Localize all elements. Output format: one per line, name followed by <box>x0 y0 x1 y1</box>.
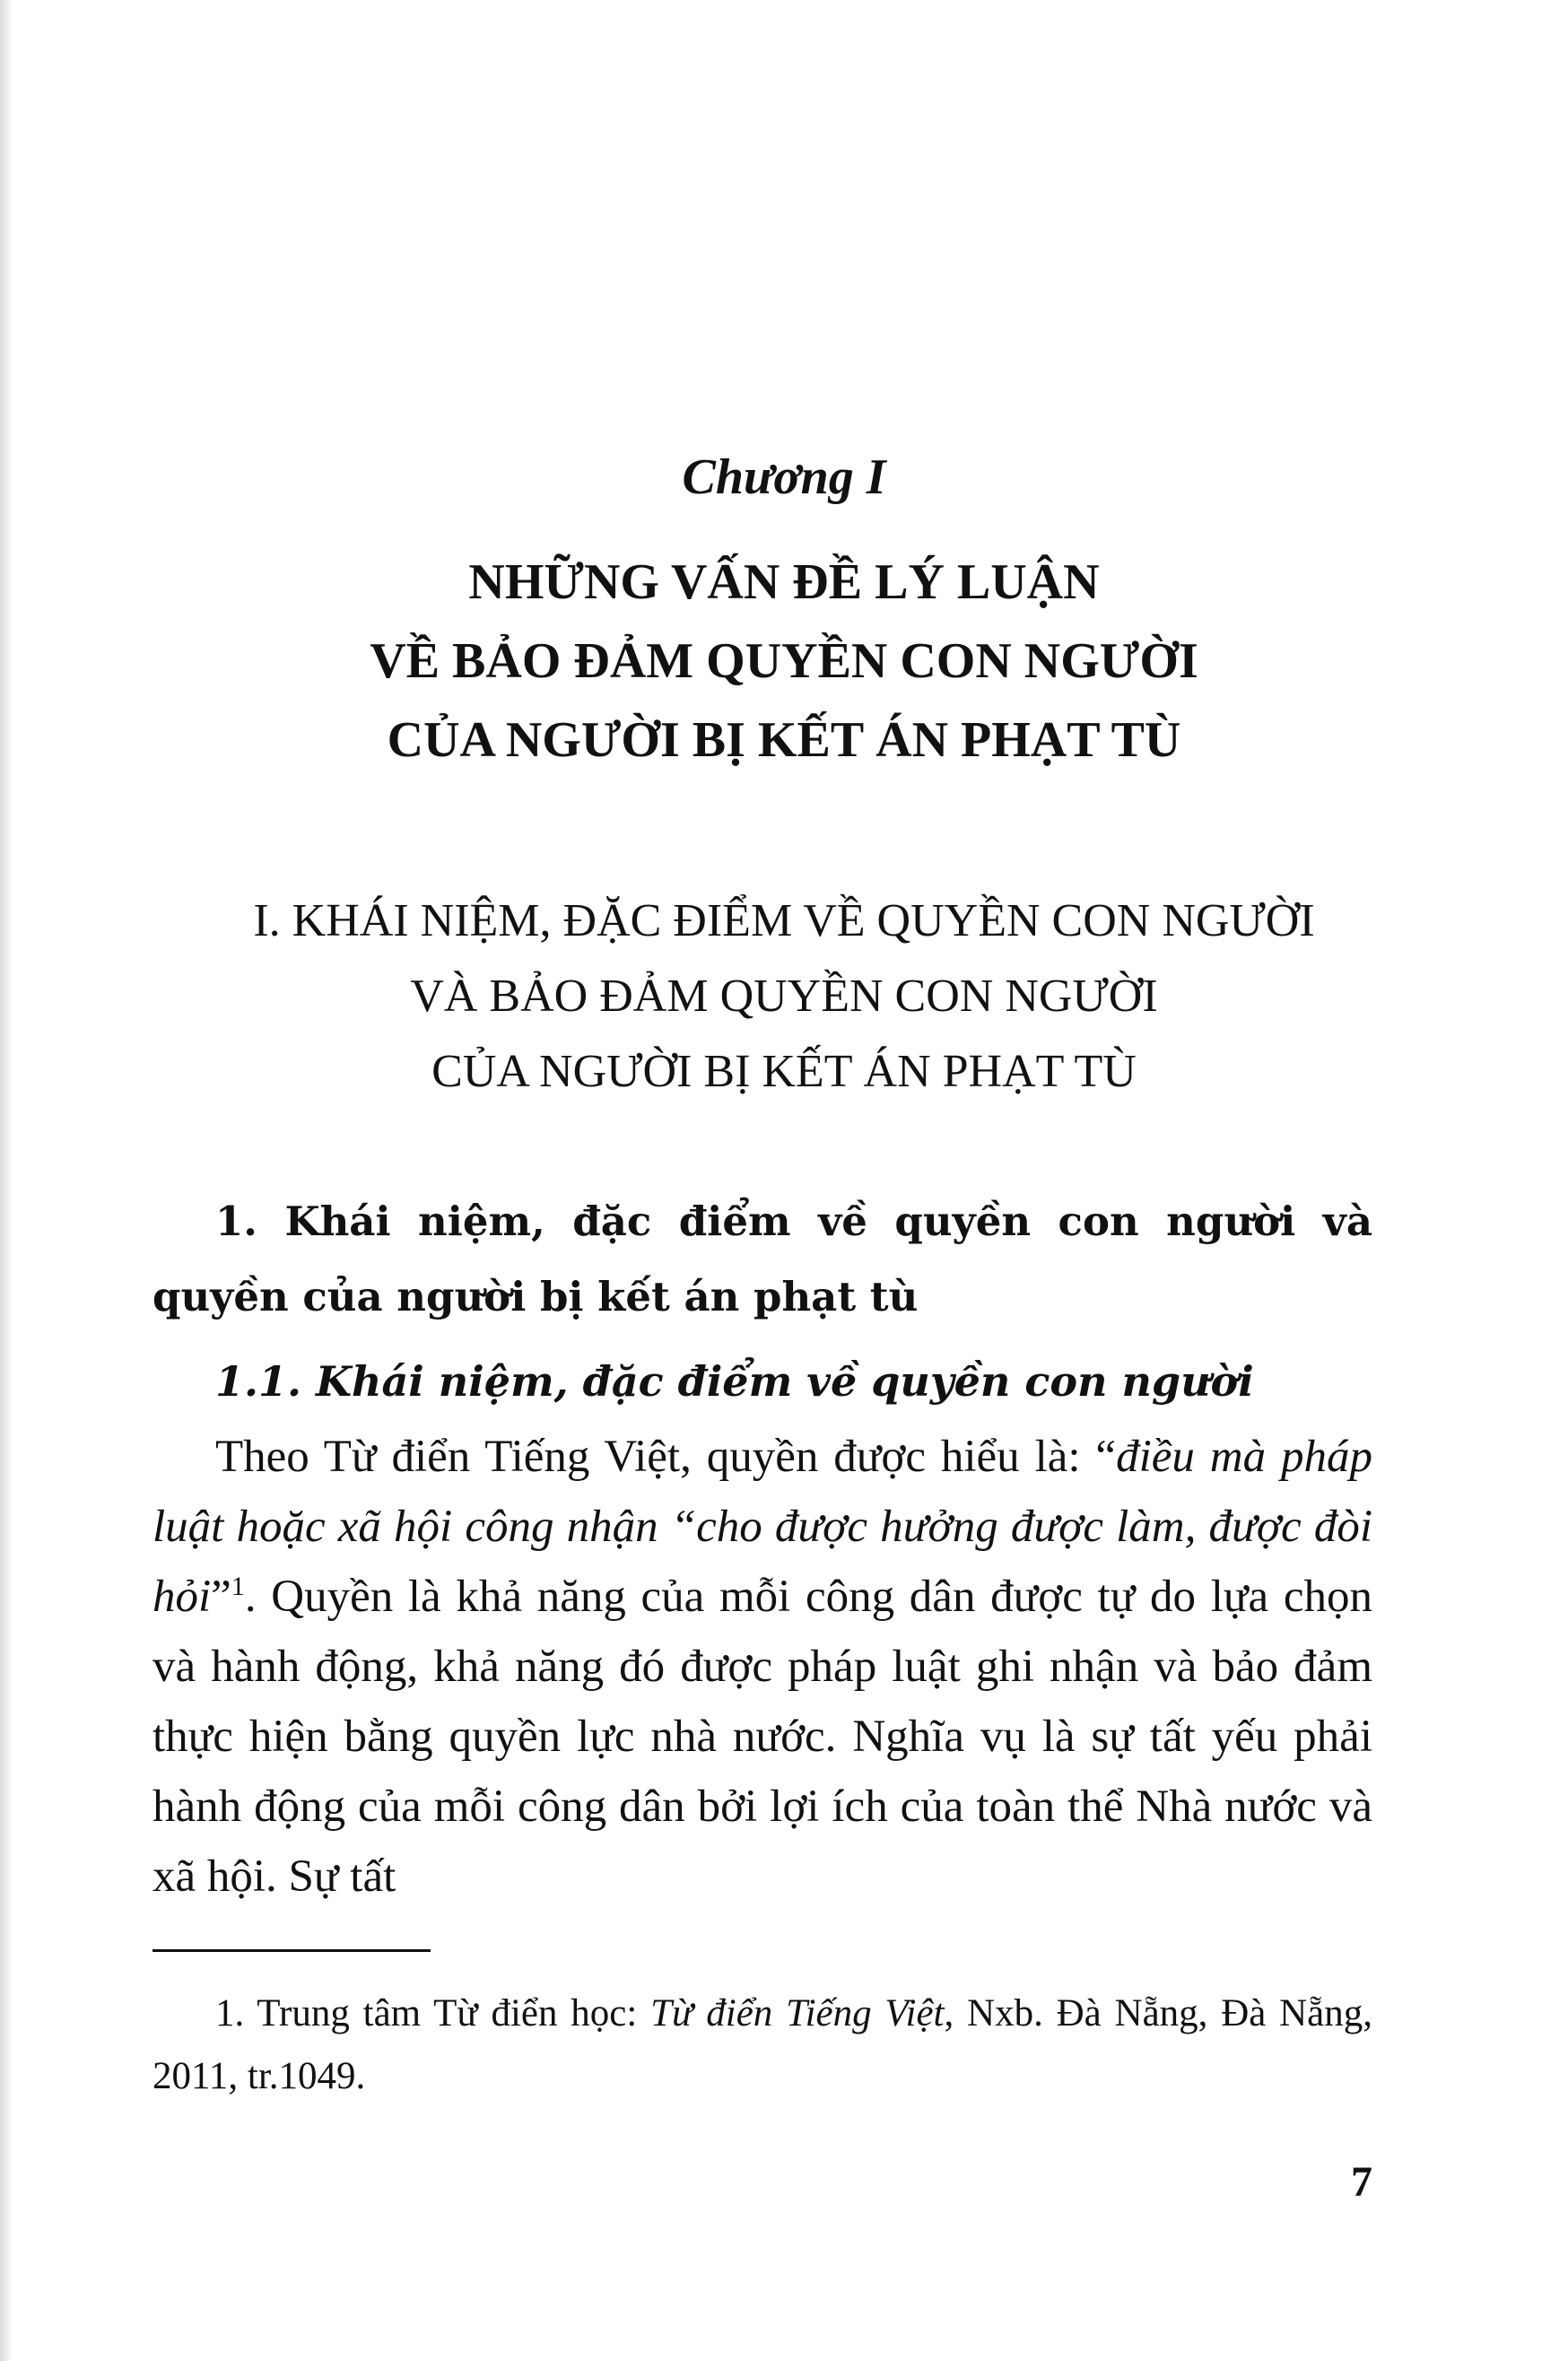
section-title-line: CỦA NGƯỜI BỊ KẾT ÁN PHẠT TÙ <box>431 1046 1137 1097</box>
page-number: 7 <box>1351 2158 1372 2206</box>
subsection-title <box>152 1184 1372 1335</box>
section-title-line: VÀ BẢO ĐẢM QUYỀN CON NGƯỜI <box>410 971 1158 1022</box>
subsubsection-title: 1.1. Khái niệm, đặc điểm về quyền con người <box>215 1357 1254 1406</box>
chapter-title-line: CỦA NGƯỜI BỊ KẾT ÁN PHẠT TÙ <box>387 712 1181 768</box>
body-text-part: . Quyền là khả năng của mỗi công dân được tự do lựa chọn và hành động, khả năng đó được pháp luật ghi nhận và bảo đảm thực hiện bằng quyền lực nhà nước. Nghĩa vụ là sự tất yếu phải hành động của mỗi công dân bởi lợi ích của toàn thể Nhà nước và xã hội. Sự tất <box>152 1572 1372 1902</box>
chapter-label: Chương I <box>682 449 886 505</box>
footnote-rest: , Nxb. Đà Nẵng, Đà Nẵng, 2011, tr.1049. <box>152 1992 1373 2097</box>
chapter-title-line: NHỮNG VẤN ĐỀ LÝ LUẬN <box>468 554 1100 610</box>
footnote-author: Trung tâm Từ điển học: <box>257 1992 638 2034</box>
footnote-title: Từ điển Tiếng Việt <box>650 1992 945 2034</box>
page-edge-shadow <box>0 0 13 2361</box>
footnote-reference: 1 <box>231 1572 245 1601</box>
section-title <box>0 884 1568 1110</box>
subsection-title-text: 1. Khái niệm, đặc điểm về quyền con người và quyền của người bị kết án phạt tù <box>152 1198 1372 1320</box>
footnote-number: 1. <box>215 1992 245 2034</box>
body-text-part: ” <box>211 1572 231 1622</box>
footnote-divider <box>152 1949 431 1952</box>
body-quote-italic: điều mà pháp luật hoặc xã hội công nhận “cho được hưởng được làm, được đòi hỏi <box>152 1432 1372 1622</box>
chapter-title <box>0 543 1568 780</box>
body-text-part: Theo Từ điển Tiếng Việt, quyền được hiểu là: “ <box>215 1432 1117 1482</box>
footnote <box>152 1982 1372 2108</box>
section-title-line: I. KHÁI NIỆM, ĐẶC ĐIỂM VỀ QUYỀN CON NGƯỜI <box>253 895 1315 946</box>
chapter-title-line: VỀ BẢO ĐẢM QUYỀN CON NGƯỜI <box>370 633 1198 689</box>
body-paragraph <box>152 1422 1372 1912</box>
